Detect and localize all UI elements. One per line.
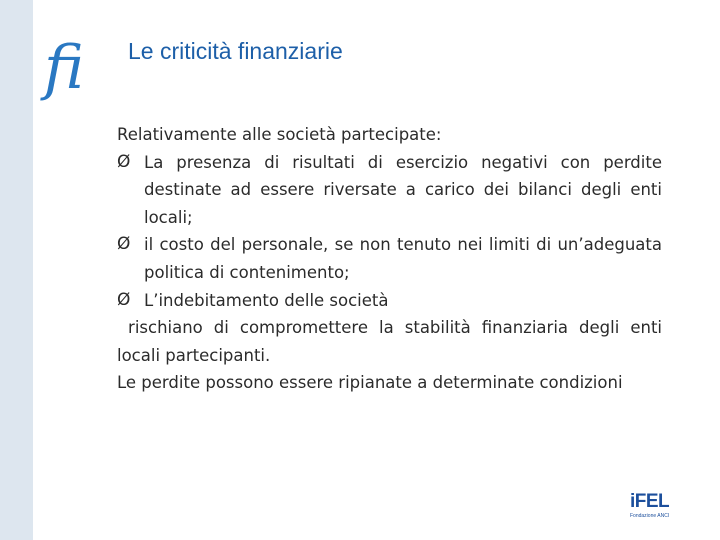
arrow-bullet-icon: Ø <box>117 234 131 255</box>
slide-body <box>117 121 668 397</box>
arrow-bullet-icon: Ø <box>117 289 131 310</box>
bullet-item <box>117 287 662 315</box>
ifel-logo <box>630 492 674 526</box>
bullet-text: L’indebitamento delle società <box>144 290 389 310</box>
bullet-item <box>117 149 662 232</box>
left-decorative-band <box>0 0 33 540</box>
conclusion-text: rischiano di compromettere la stabilità finanziaria degli enti locali partecipanti. <box>117 318 668 365</box>
ifel-subtitle: Fondazione ANCI <box>630 513 670 519</box>
arrow-bullet-icon: Ø <box>117 151 131 172</box>
intro-text: Relativamente alle società partecipate: <box>117 125 442 144</box>
ifel-brand-text: iFEL <box>630 491 670 512</box>
closing-text: Le perdite possono essere ripianate a determinate condizioni <box>117 373 623 393</box>
bullet-text: La presenza di risultati di esercizio negativi con perdite destinate ad essere riversate a carico dei bilanci degli enti locali; <box>144 152 662 227</box>
logo-text: fi <box>44 33 85 102</box>
bullet-text: il costo del personale, se non tenuto nei limiti di un’adeguata politica di contenimento; <box>144 235 662 282</box>
page-title: Le criticità finanziarie <box>128 38 343 64</box>
fi-logo-icon <box>40 30 104 102</box>
bullet-item <box>117 231 662 286</box>
